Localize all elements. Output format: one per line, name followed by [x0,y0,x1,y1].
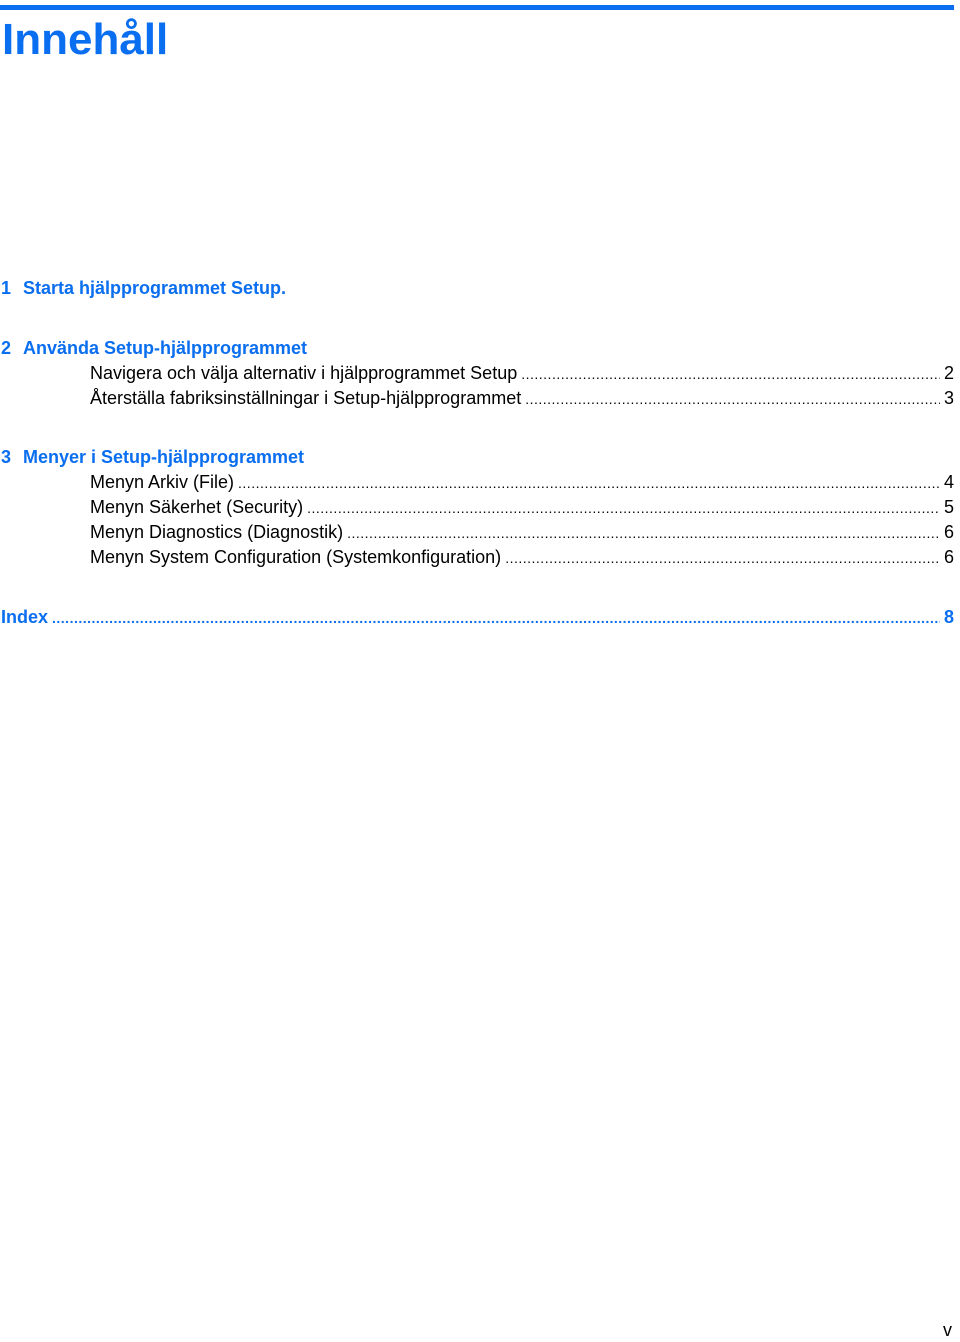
toc-entry[interactable] [90,361,954,386]
entry-page: 3 [943,388,954,408]
entry-page: 6 [943,547,954,567]
toc-entry[interactable] [90,495,954,520]
dot-leader [521,362,940,386]
index-label: Index [1,607,49,627]
entry-page: 4 [943,472,954,492]
dot-leader [307,496,940,520]
chapter-title: Menyer i Setup-hjälpprogrammet [23,447,305,467]
chapter-number: 3 [1,447,12,467]
toc-entry[interactable] [90,386,954,411]
dot-leader [505,546,940,570]
entry-label: Återställa fabriksinställningar i Setup-hjälpprogrammet [90,388,522,408]
page-title: Innehåll [2,15,169,64]
index-page: 8 [943,607,954,627]
entry-label: Menyn Arkiv (File) [90,472,235,492]
toc-chapter-1[interactable] [1,276,301,300]
entry-label: Navigera och välja alternativ i hjälpprogrammet Setup [90,363,518,383]
page-number: v [943,1320,952,1340]
chapter-number: 2 [1,338,12,358]
toc-entry[interactable] [90,520,954,545]
entry-label: Menyn System Configuration (Systemkonfiguration) [90,547,502,567]
chapter-number: 1 [1,278,12,298]
toc-index-entry[interactable] [1,605,954,630]
entry-page: 2 [943,363,954,383]
entry-page: 5 [943,497,954,517]
toc-entry[interactable] [90,545,954,570]
entry-label: Menyn Diagnostics (Diagnostik) [90,522,344,542]
dot-leader [347,521,940,545]
entry-label: Menyn Säkerhet (Security) [90,497,304,517]
toc-entry[interactable] [90,470,954,495]
entry-page: 6 [943,522,954,542]
toc-chapter-3[interactable] [1,445,305,469]
top-rule [0,5,954,10]
dot-leader [525,387,940,411]
dot-leader [52,606,940,630]
dot-leader [238,471,940,495]
toc-chapter-2[interactable] [1,336,308,360]
chapter-title: Starta hjälpprogrammet Setup. [23,278,287,298]
chapter-title: Använda Setup-hjälpprogrammet [23,338,308,358]
